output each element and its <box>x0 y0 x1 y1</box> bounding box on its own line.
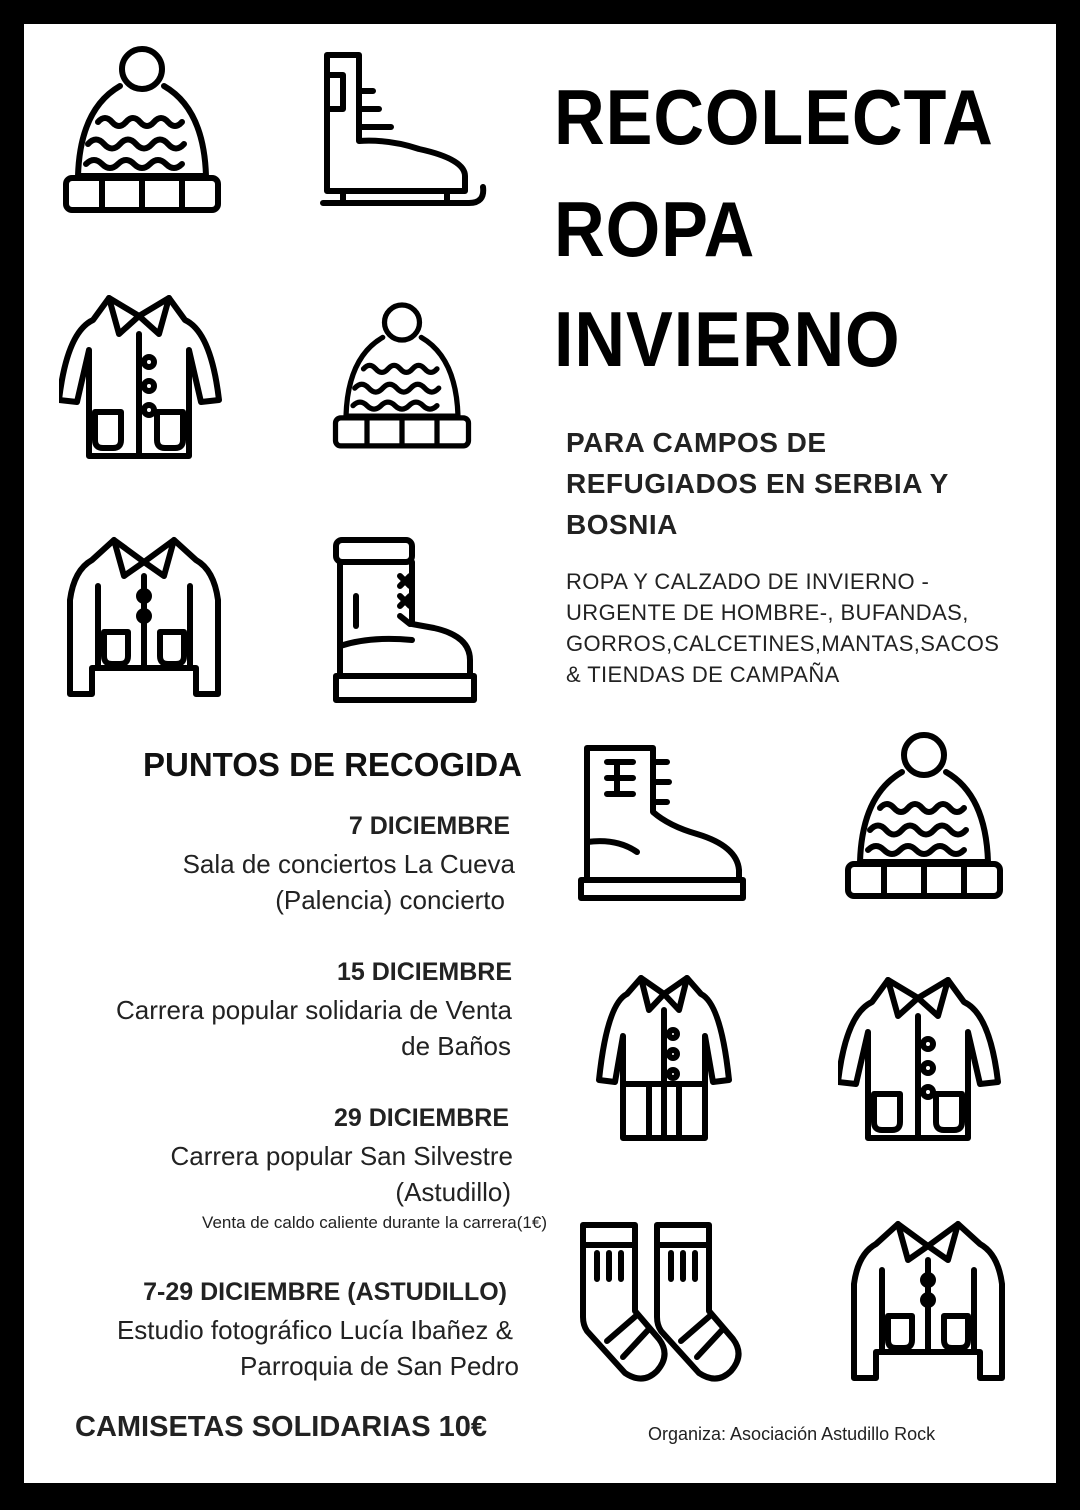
coat-icon <box>59 292 229 462</box>
event-date: 7 DICIEMBRE <box>348 812 510 840</box>
event-place: Carrera popular solidaria de Venta <box>115 995 512 1025</box>
event-date: 15 DICIEMBRE <box>336 958 512 986</box>
event-place: (Astudillo) <box>395 1177 511 1207</box>
event-place: de Baños <box>401 1031 511 1061</box>
tshirts-offer: CAMISETAS SOLIDARIAS 10€ <box>75 1411 487 1443</box>
organizer-credit: Organiza: Asociación Astudillo Rock <box>648 1424 936 1444</box>
beanie-icon <box>332 292 472 458</box>
event-place: Carrera popular San Silvestre <box>170 1141 513 1171</box>
description-line: ROPA Y CALZADO DE INVIERNO - <box>566 569 930 594</box>
ice-skate-icon <box>319 51 489 221</box>
description-line: URGENTE DE HOMBRE-, BUFANDAS, <box>566 600 969 625</box>
socks-icon <box>577 1221 747 1391</box>
event-place: Sala de conciertos La Cueva <box>182 849 515 879</box>
description-line: GORROS,CALCETINES,MANTAS,SACOS <box>566 631 1000 656</box>
coat-icon <box>838 974 1008 1144</box>
event-place: Parroquia de San Pedro <box>240 1351 519 1381</box>
event-date: 7-29 DICIEMBRE (ASTUDILLO) <box>143 1278 507 1306</box>
event-date: 29 DICIEMBRE <box>333 1104 509 1132</box>
jacket-icon <box>848 1220 1008 1390</box>
poster <box>24 24 1056 1483</box>
title-line-3: INVIERNO <box>554 295 901 383</box>
event-place: Estudio fotográfico Lucía Ibañez & <box>116 1315 513 1345</box>
boot-icon <box>577 742 747 902</box>
title-line-2: ROPA <box>554 185 756 273</box>
jacket-icon <box>64 536 224 706</box>
description <box>566 566 1036 690</box>
beanie-icon <box>844 730 1004 900</box>
long-coat-icon <box>589 974 739 1144</box>
collection-heading: PUNTOS DE RECOGIDA <box>143 746 522 783</box>
winter-boot-icon <box>330 536 480 706</box>
subtitle: PARA CAMPOS DE REFUGIADOS EN SERBIA Y BOSNIA <box>566 427 949 540</box>
event-place: (Palencia) concierto <box>275 885 505 915</box>
beanie-icon <box>62 44 222 214</box>
title-line-1: RECOLECTA <box>554 73 994 161</box>
description-line: & TIENDAS DE CAMPAÑA <box>566 662 840 687</box>
event-note: Venta de caldo caliente durante la carrera(1€) <box>202 1213 547 1232</box>
